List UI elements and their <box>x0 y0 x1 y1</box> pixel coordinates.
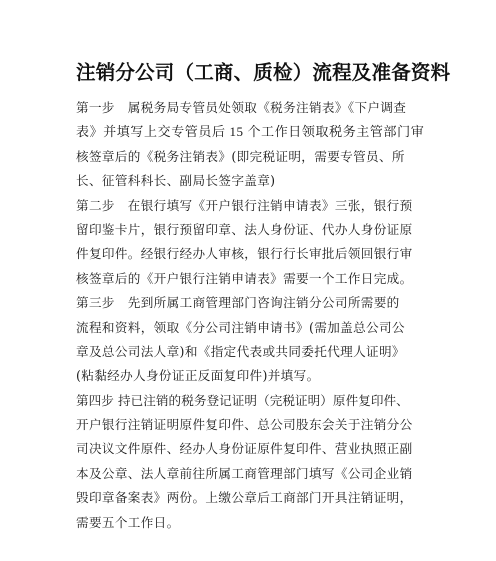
step4-line-5: 毁印章备案表》两份。上缴公章后工商部门开具注销证明， <box>76 490 413 506</box>
step2-line-4: 核签章后的《开户银行注销申请表》需要一个工作日完成。 <box>76 270 413 286</box>
step3-line-4: (粘黏经办人身份证正反面复印件)并填写。 <box>76 368 320 384</box>
step3-line-1: 第三步 先到所属工商管理部门咨询注销分公司所需要的 <box>76 295 400 311</box>
step4-line-3: 司决议文件原件、经办人身份证原件复印件、营业执照正副 <box>76 441 413 457</box>
step1-line-1: 第一步 属税务局专管员处领取《税务注销表》《下户调查 <box>76 100 407 115</box>
step1-line-2: 表》并填写上交专管员后 15 个工作日领取税务主管部门审 <box>76 124 425 140</box>
step1-line-4: 长、征管科科长、副局长签字盖章) <box>76 173 276 189</box>
step4-line-1: 第四步 持已注销的税务登记证明（完税证明）原件复印件、 <box>76 392 409 408</box>
step4-line-2: 开户银行注销证明原件复印件、总公司股东会关于注销分公 <box>76 417 413 433</box>
document-body <box>76 96 432 535</box>
step3-line-3: 章及总公司法人章)和《指定代表或共同委托代理人证明》 <box>76 343 405 359</box>
step2-line-1: 第二步 在银行填写《开户银行注销申请表》三张，银行预 <box>76 197 413 213</box>
step4-line-4: 本及公章、法人章前往所属工商管理部门填写《公司企业销 <box>76 465 413 481</box>
step3-line-2: 流程和资料，领取《分公司注销申请书》(需加盖总公司公 <box>76 319 405 335</box>
step1-line-3: 核签章后的《税务注销表》(即完税证明，需要专管员、所 <box>76 148 405 164</box>
document-title: 注销分公司（工商、质检）流程及准备资料 <box>76 61 451 84</box>
step2-line-3: 件复印件。经银行经办人审核，银行行长审批后领回银行审 <box>76 246 413 262</box>
step4-line-6: 需要五个工作日。 <box>76 514 180 530</box>
step2-line-2: 留印鉴卡片，银行预留印章、法人身份证、代办人身份证原 <box>76 221 413 237</box>
